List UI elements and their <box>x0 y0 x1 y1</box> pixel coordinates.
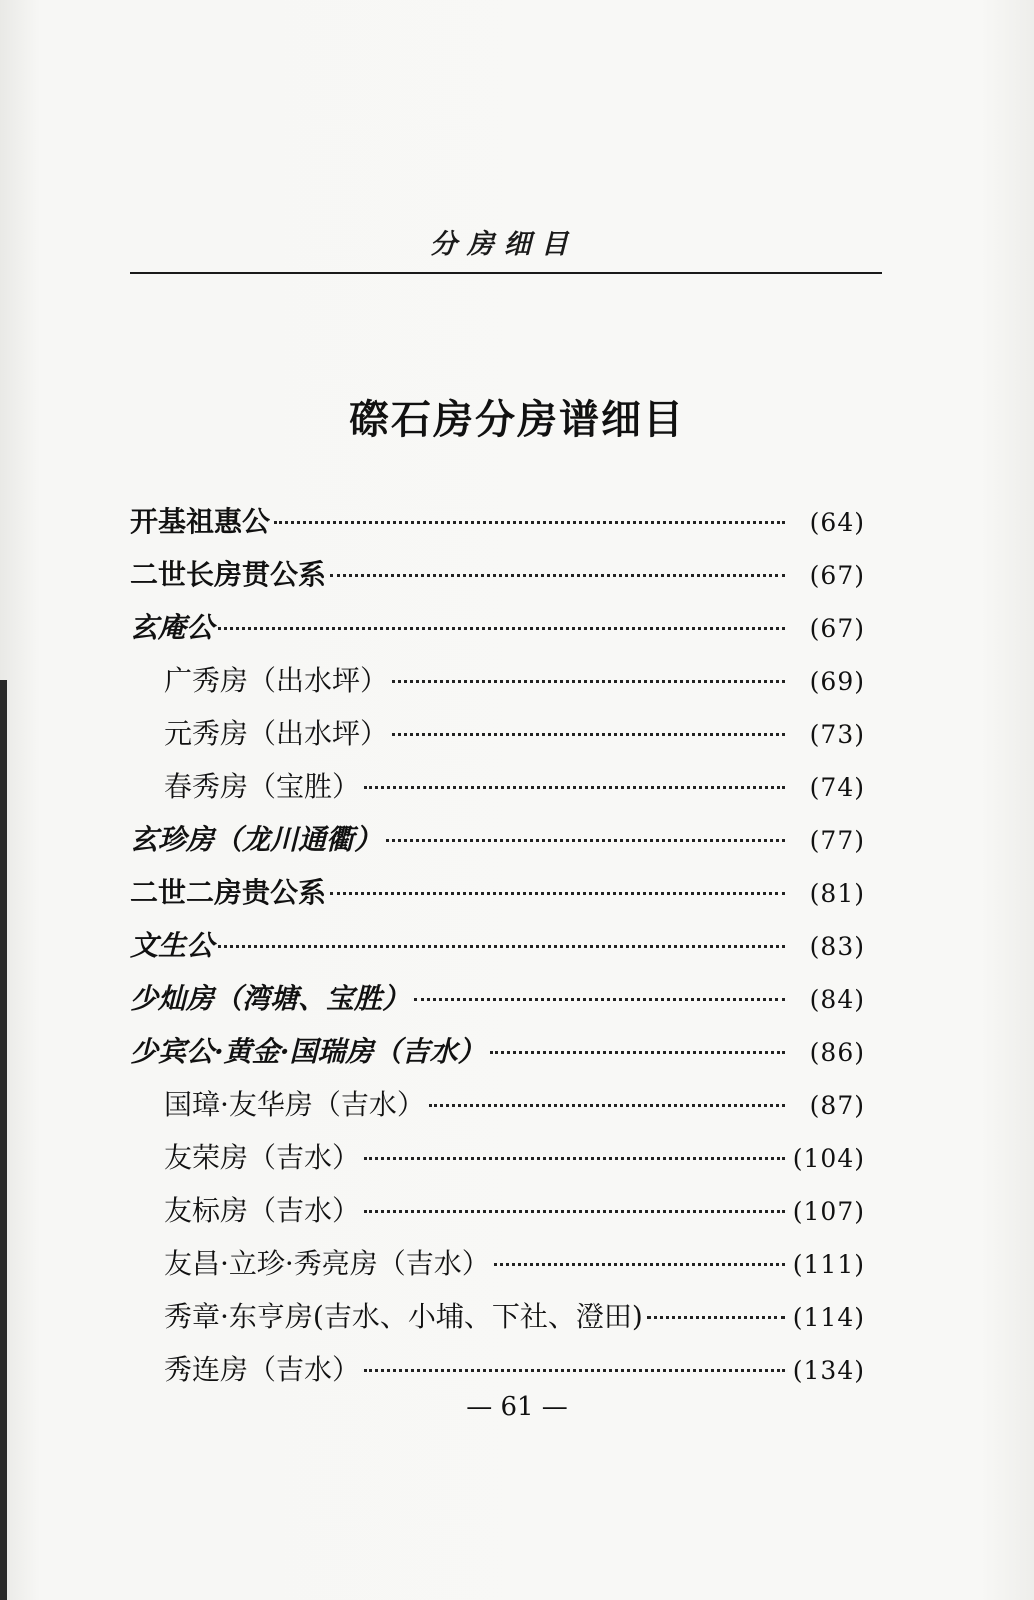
toc-entry-label: 国璋·友华房（吉水） <box>164 1088 425 1121</box>
running-head: 分房细目 <box>430 229 578 260</box>
toc-entry <box>130 712 865 765</box>
toc-entry-page: (64) <box>809 508 865 537</box>
toc-entry-page: (86) <box>809 1038 865 1067</box>
dot-leader <box>364 1353 785 1372</box>
toc-entry-label: 广秀房（出水坪） <box>164 664 389 697</box>
toc-entry-page: (73) <box>809 720 865 749</box>
toc-entry-label: 秀连房（吉水） <box>164 1353 361 1386</box>
toc-entry <box>130 1295 865 1348</box>
toc-entry-label: 春秀房（宝胜） <box>164 770 361 803</box>
toc-entry <box>130 1136 865 1189</box>
toc-entry-label: 二世二房贵公系 <box>130 876 327 909</box>
toc-entry-label: 秀章·东亨房(吉水、小埔、下社、澄田) <box>164 1300 643 1333</box>
toc-entry-page: (74) <box>809 773 865 802</box>
toc-entry <box>130 924 865 977</box>
toc-entry-label: 二世长房贯公系 <box>130 558 327 591</box>
dot-leader <box>218 611 785 630</box>
page-title: 磜石房分房谱细目 <box>349 397 685 443</box>
toc-entry-label: 元秀房（出水坪） <box>164 717 389 750</box>
toc-entry <box>130 553 865 606</box>
page-edge-shadow <box>0 680 7 1600</box>
dot-leader <box>364 770 785 789</box>
toc-entry-page: (84) <box>809 985 865 1014</box>
toc-entry <box>130 977 865 1030</box>
page-number: — 61 — <box>466 1392 568 1422</box>
header-rule <box>130 272 882 274</box>
toc-entry <box>130 1242 865 1295</box>
dot-leader <box>274 505 785 524</box>
toc-entry-page: (67) <box>809 614 865 643</box>
toc-entry-label: 玄珍房（龙川通衢） <box>130 823 383 856</box>
toc-entry-label: 友荣房（吉水） <box>164 1141 361 1174</box>
toc-entry-label: 少宾公·黄金·国瑞房（吉水） <box>130 1035 486 1068</box>
toc-entry-label: 玄庵公 <box>130 611 215 644</box>
toc-entry-page: (104) <box>792 1144 865 1173</box>
dot-leader <box>392 664 785 683</box>
toc-entry-page: (83) <box>809 932 865 961</box>
table-of-contents <box>130 500 865 1401</box>
toc-entry <box>130 871 865 924</box>
toc-entry <box>130 765 865 818</box>
dot-leader <box>364 1141 785 1160</box>
toc-entry-page: (81) <box>809 879 865 908</box>
toc-entry-label: 文生公 <box>130 929 215 962</box>
toc-entry-page: (111) <box>792 1250 865 1279</box>
dot-leader <box>386 823 785 842</box>
toc-entry-page: (107) <box>792 1197 865 1226</box>
dot-leader <box>392 717 785 736</box>
toc-entry-label: 友标房（吉水） <box>164 1194 361 1227</box>
toc-entry-page: (67) <box>809 561 865 590</box>
toc-entry <box>130 1030 865 1083</box>
toc-entry-page: (77) <box>809 826 865 855</box>
toc-entry <box>130 818 865 871</box>
toc-entry-page: (114) <box>792 1303 865 1332</box>
toc-entry <box>130 1083 865 1136</box>
toc-entry <box>130 500 865 553</box>
toc-entry-page: (87) <box>809 1091 865 1120</box>
dot-leader <box>330 876 785 895</box>
dot-leader <box>429 1088 785 1107</box>
toc-entry-page: (134) <box>792 1356 865 1385</box>
dot-leader <box>218 929 785 948</box>
dot-leader <box>647 1300 785 1319</box>
toc-entry <box>130 606 865 659</box>
dot-leader <box>490 1035 786 1054</box>
toc-entry-page: (69) <box>809 667 865 696</box>
toc-entry <box>130 659 865 712</box>
toc-entry <box>130 1189 865 1242</box>
dot-leader <box>364 1194 785 1213</box>
dot-leader <box>494 1247 785 1266</box>
dot-leader <box>330 558 785 577</box>
toc-entry-label: 开基祖惠公 <box>130 505 271 538</box>
dot-leader <box>414 982 785 1001</box>
toc-entry-label: 友昌·立珍·秀亮房（吉水） <box>164 1247 490 1280</box>
toc-entry-label: 少灿房（湾塘、宝胜） <box>130 982 411 1015</box>
